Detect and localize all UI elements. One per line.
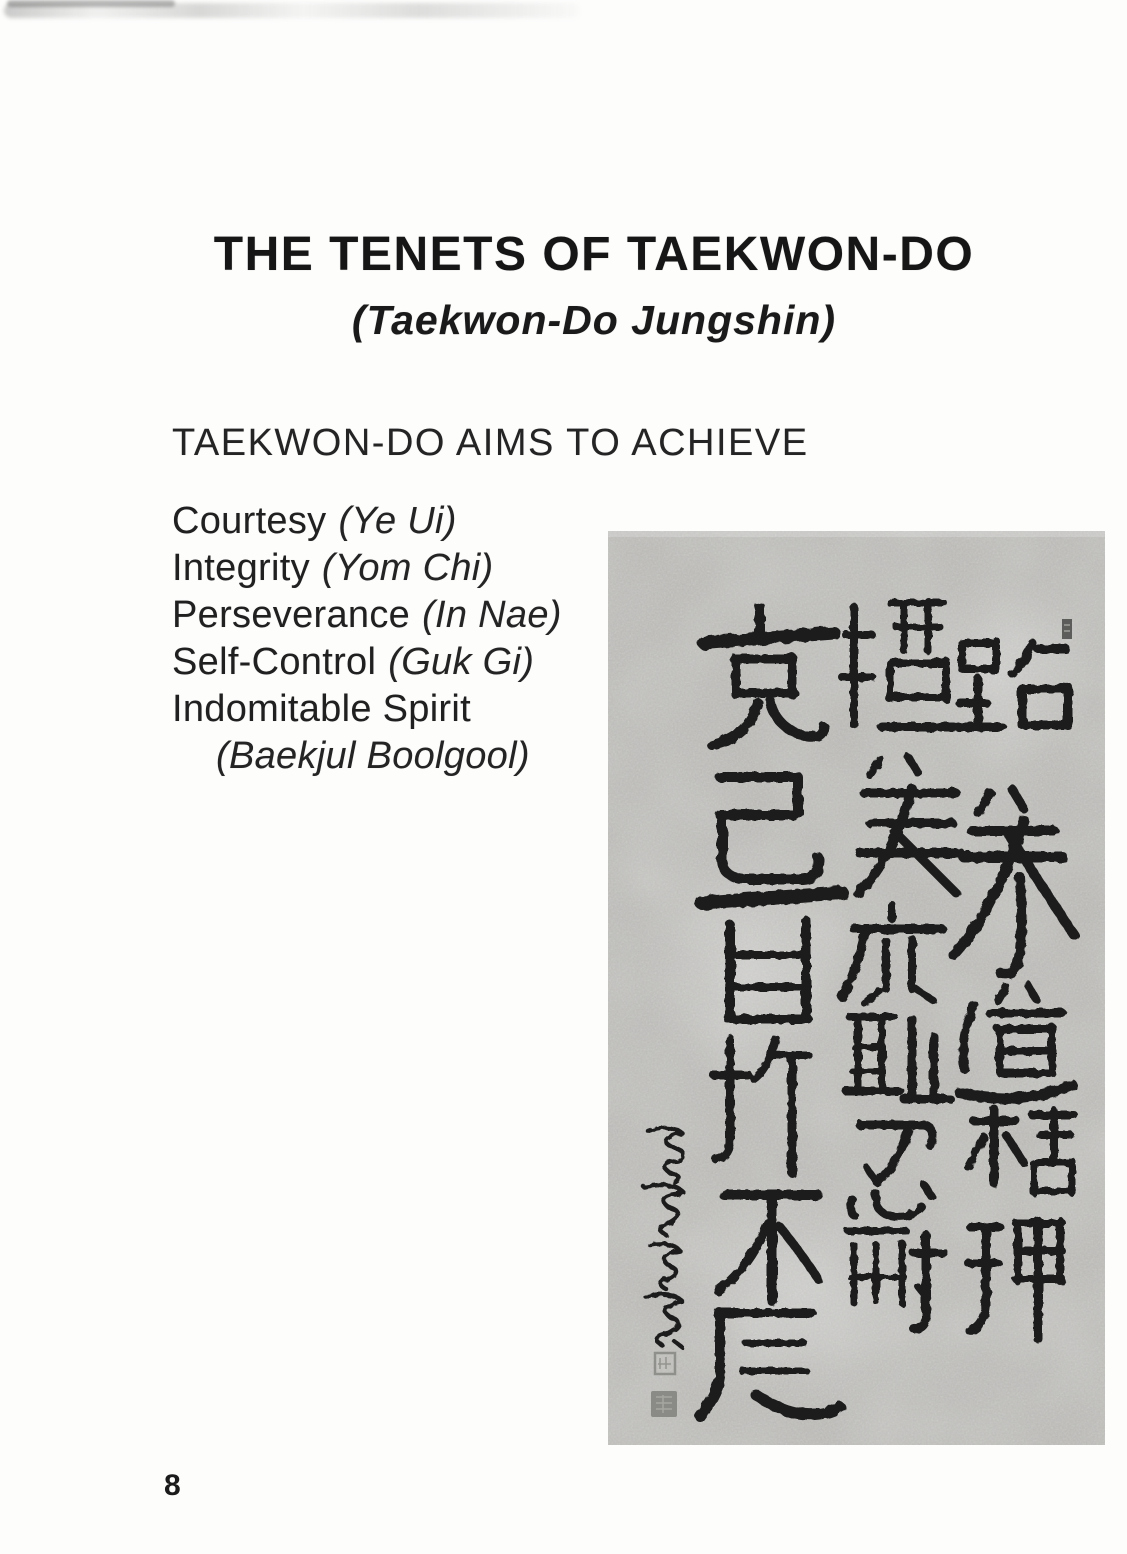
tenet-name: Indomitable Spirit — [172, 688, 471, 730]
tenet-romanization: (In Nae) — [422, 594, 562, 636]
tenet-line-courtesy — [172, 498, 602, 545]
tenet-name: Self-Control — [172, 641, 377, 683]
tenet-name: Perseverance — [172, 594, 411, 636]
tenet-romanization: (Guk Gi) — [388, 641, 535, 683]
page-number: 8 — [164, 1469, 181, 1502]
tenet-romanization: (Ye Ui) — [338, 500, 457, 542]
calligraphy-scroll-image — [608, 531, 1105, 1445]
tenet-list — [172, 498, 602, 780]
page-subtitle: (Taekwon-Do Jungshin) — [351, 297, 837, 343]
tenet-line-self-control — [172, 639, 602, 686]
tenet-line-indomitable-spirit-romanization — [172, 733, 602, 780]
calligraphy-photo — [608, 531, 1105, 1445]
page-title: THE TENETS OF TAEKWON-DO — [213, 228, 975, 281]
tenet-line-indomitable-spirit — [172, 686, 602, 733]
scan-artifact-streak-dark — [7, 0, 175, 7]
tenet-name: Courtesy — [172, 500, 327, 542]
tenet-romanization: (Yom Chi) — [321, 547, 494, 589]
title-block — [170, 226, 1018, 344]
section-heading: TAEKWON-DO AIMS TO ACHIEVE — [172, 422, 809, 464]
tenet-line-perseverance — [172, 592, 602, 639]
seal-lower — [651, 1391, 677, 1417]
tenet-name: Integrity — [172, 547, 310, 589]
paper-mark — [1062, 619, 1072, 639]
tenet-line-integrity — [172, 545, 602, 592]
tenet-romanization: (Baekjul Boolgool) — [216, 735, 530, 777]
